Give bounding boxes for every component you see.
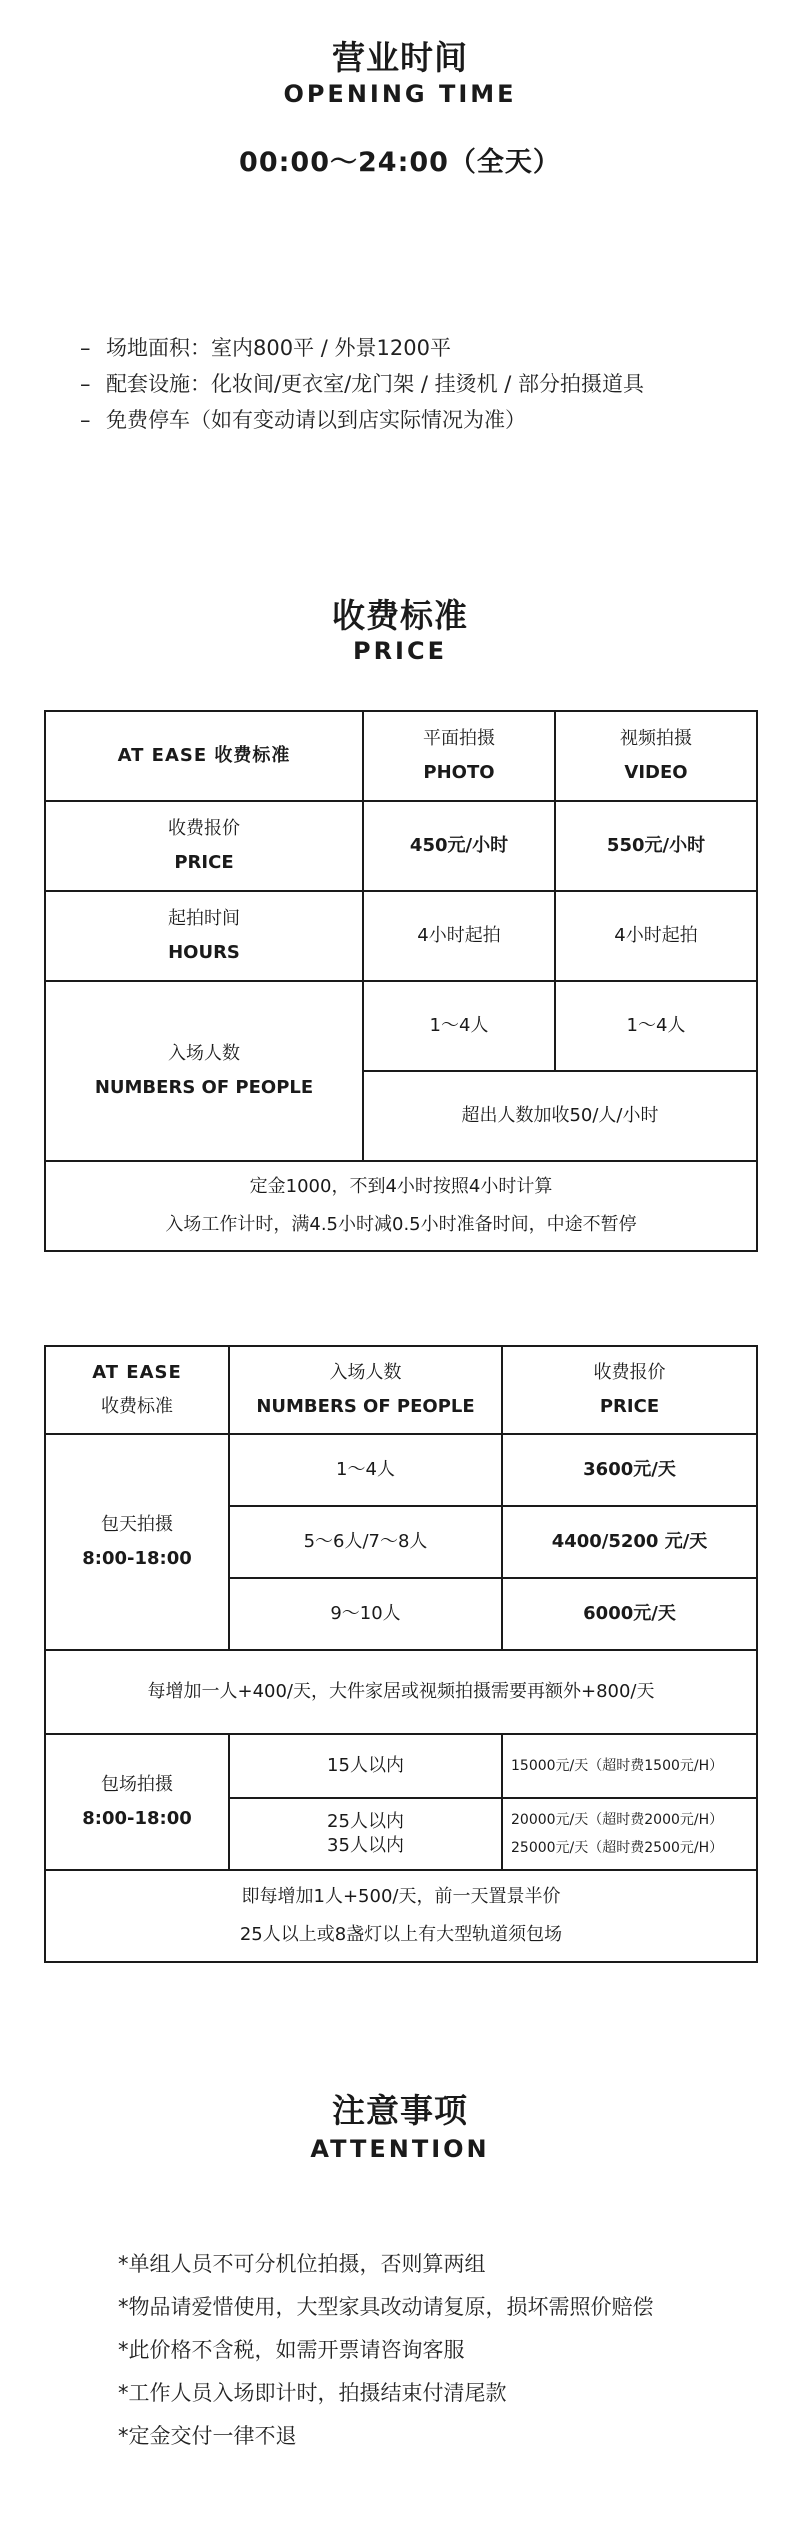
attention-item: *物品请爱惜使用，大型家具改动请复原，损坏需照价赔偿 <box>118 2295 654 2319</box>
table2-col-people: 入场人数 NUMBERS OF PEOPLE <box>229 1346 502 1434</box>
attention-item: *定金交付一律不退 <box>118 2424 297 2448</box>
table1-price-photo: 450元/小时 <box>363 801 555 891</box>
table1-col-photo: 平面拍摄 PHOTO <box>363 711 555 801</box>
facility-item-area: – 场地面积：室内800平 / 外景1200平 <box>80 336 451 360</box>
table1-row-price: 收费报价 PRICE <box>45 801 363 891</box>
table2-day-label: 包天拍摄 8:00-18:00 <box>45 1434 229 1650</box>
table1-hours-photo: 4小时起拍 <box>363 891 555 981</box>
table1-hours-video: 4小时起拍 <box>555 891 757 981</box>
table2-day-price-3: 6000元/天 <box>502 1578 757 1650</box>
table2-venue-label: 包场拍摄 8:00-18:00 <box>45 1734 229 1870</box>
opening-hours: 00:00～24:00（全天） <box>239 147 561 178</box>
table2-day-people-1: 1～4人 <box>229 1434 502 1506</box>
table1-col-video: 视频拍摄 VIDEO <box>555 711 757 801</box>
table2-day-people-3: 9～10人 <box>229 1578 502 1650</box>
pricing-title-en: PRICE <box>352 637 447 665</box>
table2-venue-price-1: 15000元/天（超时费1500元/H） <box>502 1734 757 1798</box>
table1-price-video: 550元/小时 <box>555 801 757 891</box>
table2-col-price: 收费报价 PRICE <box>502 1346 757 1434</box>
table2-venue-price-2: 20000元/天（超时费2000元/H） 25000元/天（超时费2500元/H） <box>502 1798 757 1870</box>
hourly-price-table <box>44 710 758 1252</box>
facility-item-equipment: – 配套设施：化妆间/更衣室/龙门架 / 挂烫机 / 部分拍摄道具 <box>80 372 644 396</box>
table2-mid-note: 每增加一人+400/天，大件家居或视频拍摄需要再额外+800/天 <box>45 1650 757 1734</box>
attention-item: *此价格不含税，如需开票请咨询客服 <box>118 2338 465 2362</box>
table1-row-hours: 起拍时间 HOURS <box>45 891 363 981</box>
pricing-title-cn: 收费标准 <box>332 596 468 635</box>
table1-people-extra: 超出人数加收50/人/小时 <box>363 1071 757 1161</box>
attention-title-cn: 注意事项 <box>332 2091 468 2130</box>
attention-item: *单组人员不可分机位拍摄，否则算两组 <box>118 2252 486 2276</box>
attention-item: *工作人员入场即计时，拍摄结束付清尾款 <box>118 2381 507 2405</box>
facility-list <box>80 330 644 438</box>
table1-note: 定金1000，不到4小时按照4小时计算 入场工作计时，满4.5小时减0.5小时准备时间，中途不暂停 <box>45 1161 757 1251</box>
facility-item-parking: – 免费停车（如有变动请以到店实际情况为准） <box>80 408 526 432</box>
attention-title-en: ATTENTION <box>310 2135 490 2163</box>
table2-venue-people-2: 25人以内 35人以内 <box>229 1798 502 1870</box>
table1-people-video: 1～4人 <box>555 981 757 1071</box>
table2-day-price-2: 4400/5200 元/天 <box>502 1506 757 1578</box>
table2-corner: AT EASE 收费标准 <box>45 1346 229 1434</box>
table2-day-people-2: 5～6人/7～8人 <box>229 1506 502 1578</box>
table2-bottom-note: 即每增加1人+500/天，前一天置景半价 25人以上或8盏灯以上有大型轨道须包场 <box>45 1870 757 1962</box>
table1-row-people: 入场人数 NUMBERS OF PEOPLE <box>45 981 363 1161</box>
table2-day-price-1: 3600元/天 <box>502 1434 757 1506</box>
opening-title-en: OPENING TIME <box>283 80 517 108</box>
table1-corner: AT EASE 收费标准 <box>45 711 363 801</box>
attention-list <box>118 2243 654 2458</box>
daily-price-table <box>44 1345 758 1963</box>
opening-title-cn: 营业时间 <box>332 38 468 77</box>
table1-people-photo: 1～4人 <box>363 981 555 1071</box>
table2-venue-people-1: 15人以内 <box>229 1734 502 1798</box>
